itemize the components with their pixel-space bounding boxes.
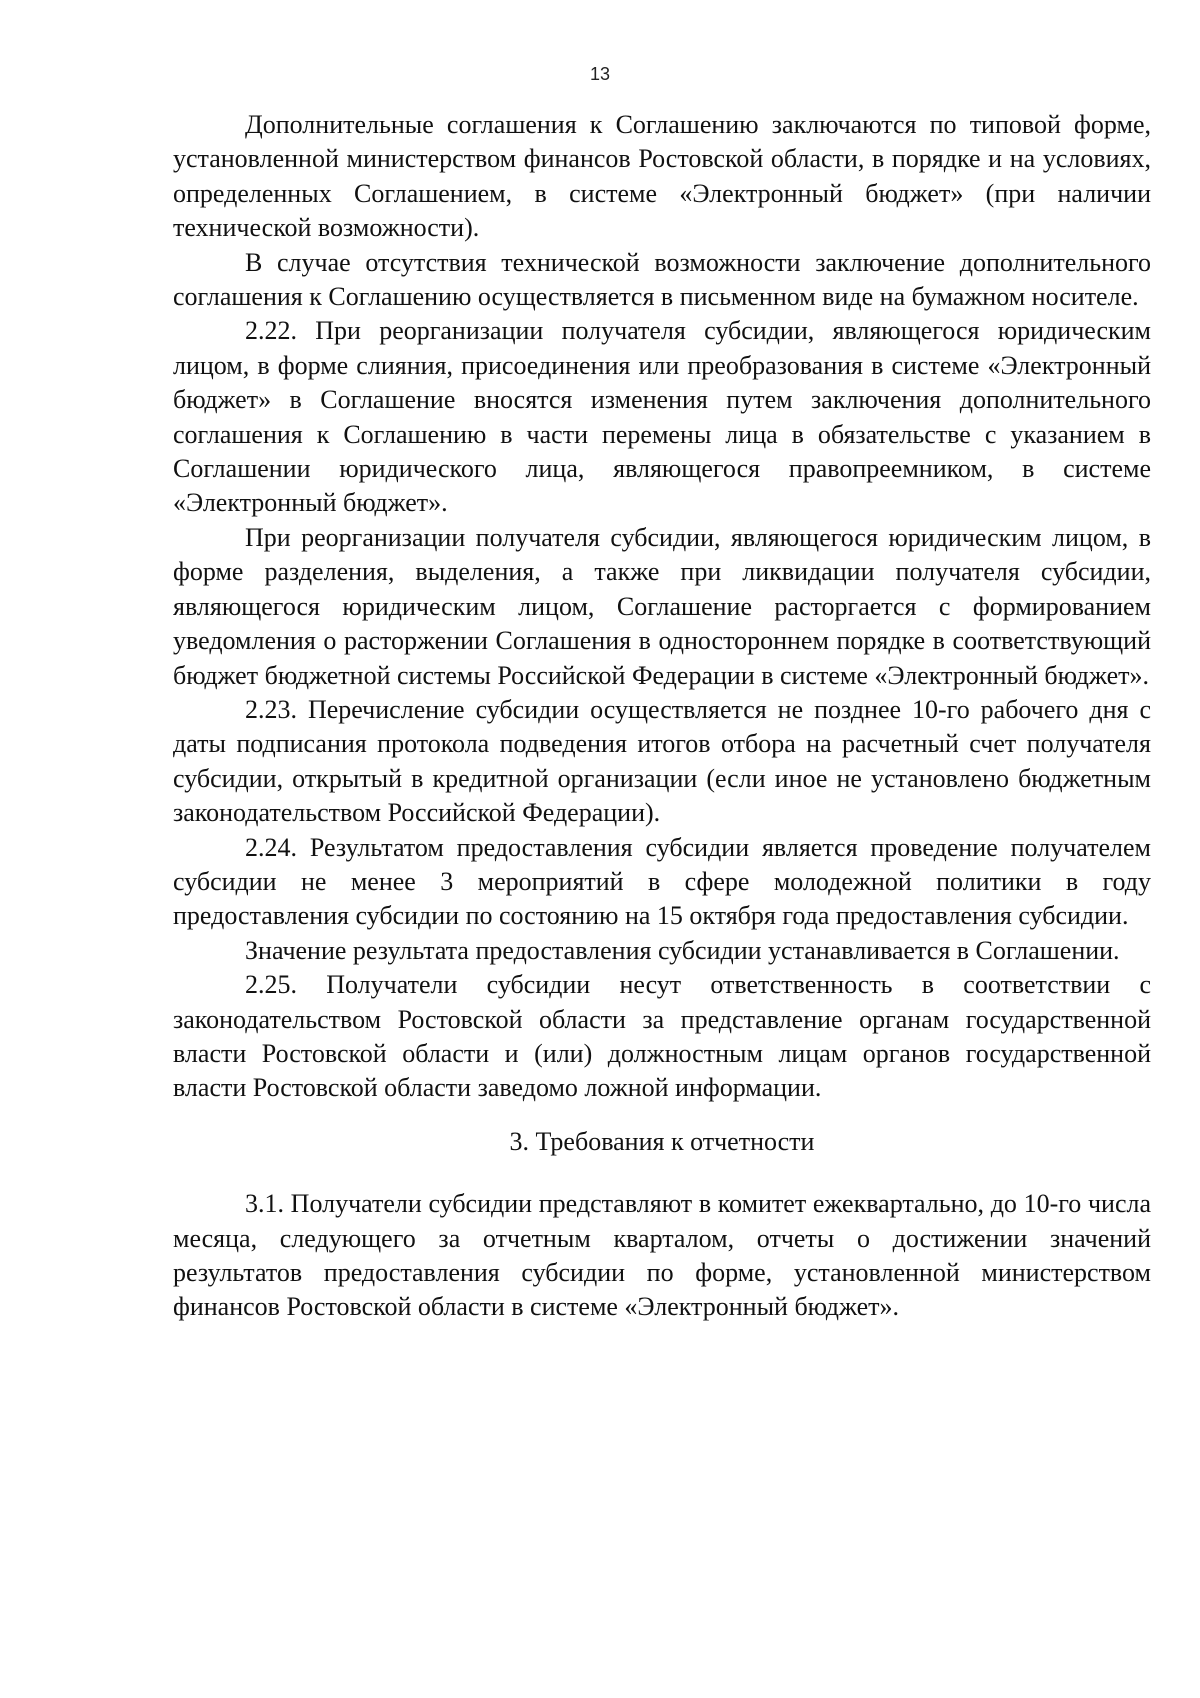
paragraph-clause-2-24: 2.24. Результатом предоставления субсидии является проведение получателем субсидии не менее 3 мероприятий в сфере молодежной политики в году предоставления субсидии по состоянию на 15 октября года предоставления субсидии. [173, 832, 1151, 931]
paragraph-clause-2-23: 2.23. Перечисление субсидии осуществляется не позднее 10-го рабочего дня с даты подписания протокола подведения итогов отбора на расчетный счет получателя субсидии, открытый в кредитной организации (если иное не установлено бюджетным законодательством Российской Федерации). [173, 694, 1151, 828]
section-heading: 3. Требования к отчетности [509, 1126, 815, 1156]
paragraph: В случае отсутствия технической возможности заключение дополнительного соглашения к Соглашению осуществляется в письменном виде на бумажном носителе. [173, 247, 1151, 312]
paragraph-clause-3-1: 3.1. Получатели субсидии представляют в комитет ежеквартально, до 10-го числа месяца, следующего за отчетным кварталом, отчеты о достижении значений результатов предоставления субсидии по форме, установленной министерством финансов Ростовской области в системе «Электронный бюджет». [173, 1189, 1151, 1322]
paragraph-clause-2-22: 2.22. При реорганизации получателя субсидии, являющегося юридическим лицом, в форме слияния, присоединения или преобразования в системе «Электронный бюджет» в Соглашение вносятся изменения путем заключения дополнительного соглашения к Соглашению в части перемены лица в обязательстве с указанием в Соглашении юридического лица, являющегося правопреемником, в системе «Электронный бюджет». [173, 316, 1151, 518]
paragraph: Дополнительные соглашения к Соглашению заключаются по типовой форме, установленной министерством финансов Ростовской области, в порядке и на условиях, определенных Соглашением, в системе «Электронный бюджет» (при наличии технической возможности). [173, 110, 1151, 243]
paragraph: Значение результата предоставления субсидии устанавливается в Соглашении. [245, 935, 1120, 965]
paragraph: При реорганизации получателя субсидии, являющегося юридическим лицом, в форме разделения, выделения, а также при ликвидации получателя субсидии, являющегося юридическим лицом, Соглашение расторгается с формированием уведомления о расторжении Соглашения в одностороннем порядке в соответствующий бюджет бюджетной системы Российской Федерации в системе «Электронный бюджет». [173, 522, 1151, 690]
document-body [173, 108, 1151, 1325]
paragraph-clause-2-25: 2.25. Получатели субсидии несут ответственность в соответствии с законодательством Ростовской области за представление органам государственной власти Ростовской области и (или) должностным лицам органов государственной власти Ростовской области заведомо ложной информации. [173, 970, 1151, 1103]
page-number: 13 [589, 64, 611, 84]
